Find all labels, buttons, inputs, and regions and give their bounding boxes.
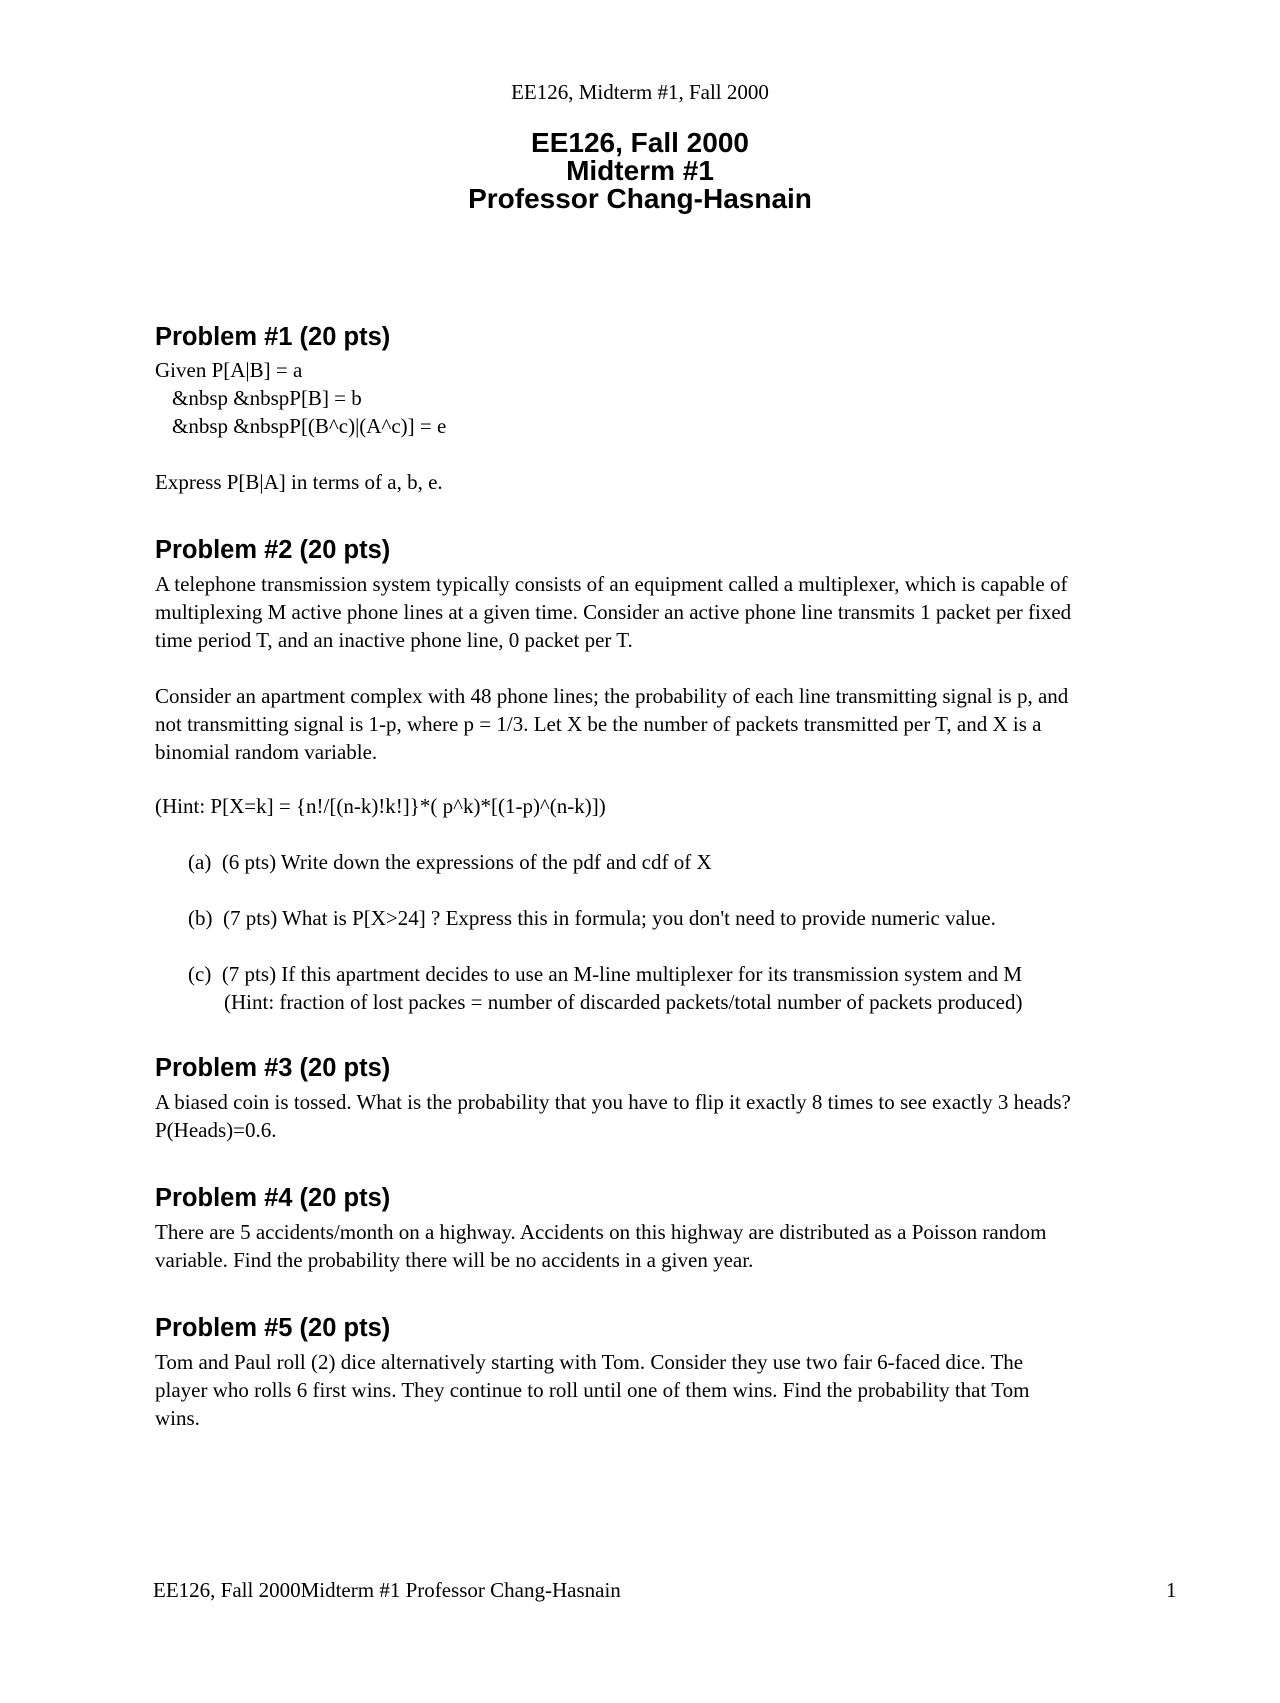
problem-2-part-c-hint: (Hint: fraction of lost packes = number of discarded packets/total number of packets produced) [224,990,1023,1014]
part-label: (c) [188,962,212,986]
problem-3-heading: Problem #3 (20 pts) [155,1054,391,1082]
problem-5-text: player who rolls 6 first wins. They continue to roll until one of them wins. Find the probability that Tom [155,1378,1030,1402]
problem-4-heading: Problem #4 (20 pts) [155,1184,391,1212]
problem-3-text: P(Heads)=0.6. [155,1118,277,1142]
problem-2-part-a [188,848,712,876]
problem-3-text: A biased coin is tossed. What is the probability that you have to flip it exactly 8 times to see exactly 3 heads? [155,1090,1071,1114]
part-label: (a) [188,850,212,874]
problem-5-text: wins. [155,1406,200,1430]
problem-2-part-b [188,904,996,932]
title-exam: Midterm #1 [566,155,714,186]
problem-4-text: variable. Find the probability there will be no accidents in a given year. [155,1248,754,1272]
problem-1-question: Express P[B|A] in terms of a, b, e. [155,470,443,494]
part-text: (7 pts) What is P[X>24] ? Express this in formula; you don't need to provide numeric value. [223,906,996,930]
problem-2-part-c [188,960,1022,988]
part-text: (7 pts) If this apartment decides to use an M-line multiplexer for its transmission system and M [221,962,1022,986]
problem-2-text: time period T, and an inactive phone line, 0 packet per T. [155,628,633,652]
problem-2-text: Consider an apartment complex with 48 phone lines; the probability of each line transmitting signal is p, and [155,684,1069,708]
problem-4-text: There are 5 accidents/month on a highway. Accidents on this highway are distributed as a Poisson random [155,1220,1047,1244]
running-header: EE126, Midterm #1, Fall 2000 [511,80,769,104]
problem-2-text: not transmitting signal is 1-p, where p = 1/3. Let X be the number of packets transmitted per T, and X is a [155,712,1042,736]
problem-1-line: &nbsp &nbspP[B] = b [172,386,362,410]
page-footer: EE126, Fall 2000Midterm #1 Professor Chang-Hasnain [153,1578,621,1602]
problem-1-line: &nbsp &nbspP[(B^c)|(A^c)] = e [172,414,447,438]
problem-2-text: A telephone transmission system typically consists of an equipment called a multiplexer, which is capable of [155,572,1068,596]
title-course: EE126, Fall 2000 [531,127,749,158]
problem-1-given: Given P[A|B] = a [155,358,303,382]
problem-5-text: Tom and Paul roll (2) dice alternatively starting with Tom. Consider they use two fair 6-faced dice. The [155,1350,1024,1374]
problem-5-heading: Problem #5 (20 pts) [155,1314,391,1342]
problem-2-heading: Problem #2 (20 pts) [155,536,391,564]
problem-2-hint: (Hint: P[X=k] = {n!/[(n-k)!k!]}*( p^k)*[(1-p)^(n-k)]) [155,794,606,818]
title-professor: Professor Chang-Hasnain [468,183,812,214]
part-label: (b) [188,906,213,930]
problem-2-text: binomial random variable. [155,740,378,764]
problem-1-heading: Problem #1 (20 pts) [155,323,391,351]
page-number: 1 [1166,1578,1177,1602]
problem-2-text: multiplexing M active phone lines at a given time. Consider an active phone line transmits 1 packet per fixed [155,600,1072,624]
part-text: (6 pts) Write down the expressions of the pdf and cdf of X [221,850,712,874]
